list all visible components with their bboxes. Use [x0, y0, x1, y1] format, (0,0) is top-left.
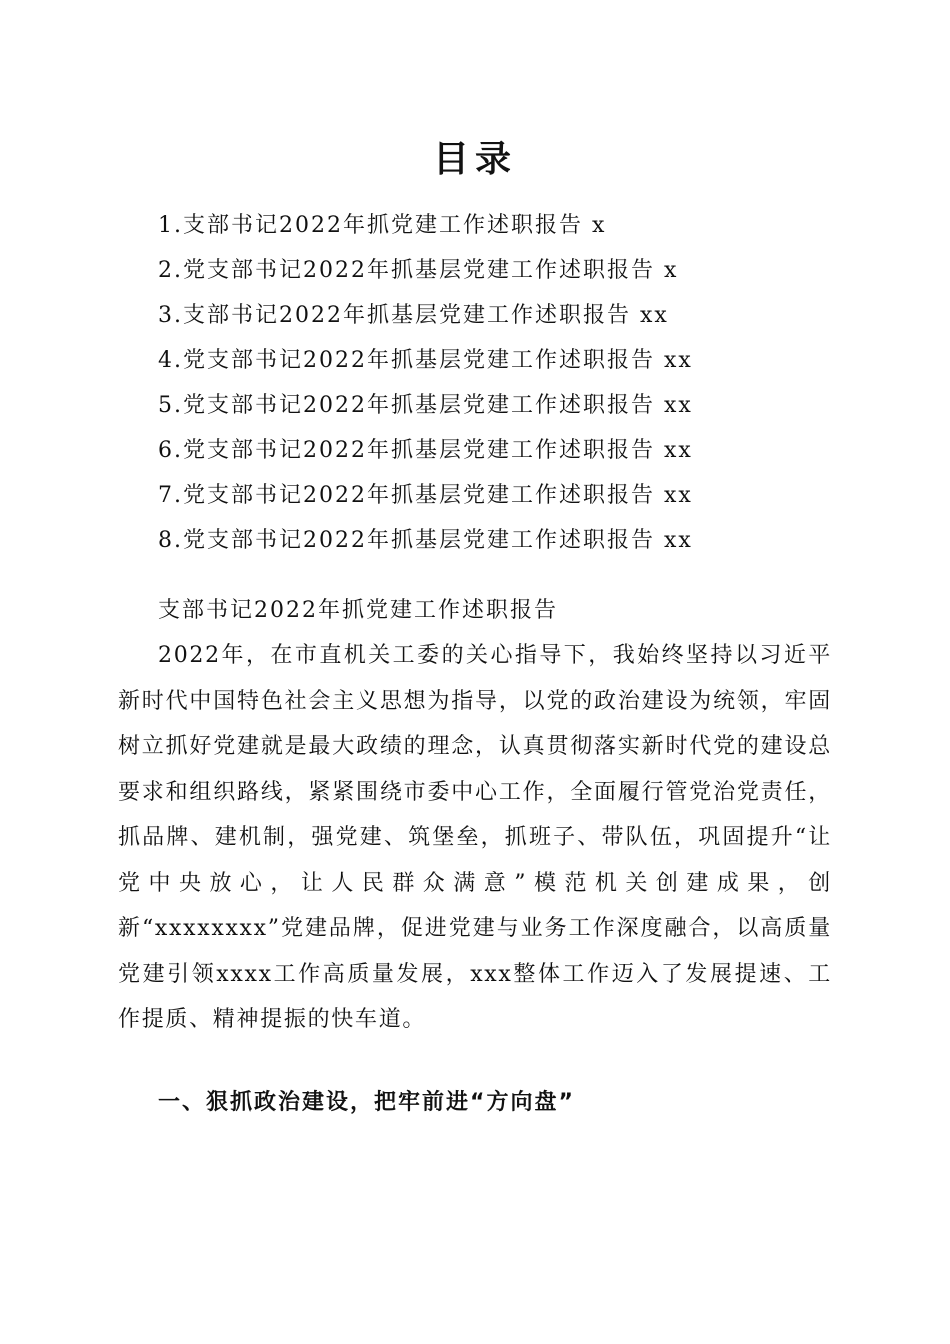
table-of-contents — [158, 203, 858, 563]
section-heading: 一、狠抓政治建设，把牢前进“方向盘” — [158, 1090, 575, 1115]
toc-item: 8.党支部书记2022年抓基层党建工作述职报告 xx — [158, 528, 693, 553]
toc-item: 7.党支部书记2022年抓基层党建工作述职报告 xx — [158, 483, 693, 508]
body-paragraph: 2022年，在市直机关工委的关心指导下，我始终坚持以习近平新时代中国特色社会主义思想为指导，以党的政治建设为统领，牢固树立抓好党建就是最大政绩的理念，认真贯彻落实新时代党的建设总要求和组织路线，紧紧围绕市委中心工作，全面履行管党治党责任，抓品牌、建机制，强党建、筑堡垒，抓班子、带队伍，巩固提升“让党中央放心，让人民群众满意”模范机关创建成果，创新“xxxxxxxx”党建品牌，促进党建与业务工作深度融合，以高质量党建引领xxxx工作高质量发展，xxx整体工作迈入了发展提速、工作提质、精神提振的快车道。 — [118, 643, 832, 1032]
toc-item: 3.支部书记2022年抓基层党建工作述职报告 xx — [158, 303, 669, 328]
toc-item: 4.党支部书记2022年抓基层党建工作述职报告 xx — [158, 348, 693, 373]
toc-item: 2.党支部书记2022年抓基层党建工作述职报告 x — [158, 258, 679, 283]
section-title: 支部书记2022年抓党建工作述职报告 — [158, 598, 558, 623]
document-title: 目录 — [432, 139, 517, 180]
toc-item: 5.党支部书记2022年抓基层党建工作述职报告 xx — [158, 393, 693, 418]
toc-item: 1.支部书记2022年抓党建工作述职报告 x — [158, 213, 607, 238]
toc-item: 6.党支部书记2022年抓基层党建工作述职报告 xx — [158, 438, 693, 463]
